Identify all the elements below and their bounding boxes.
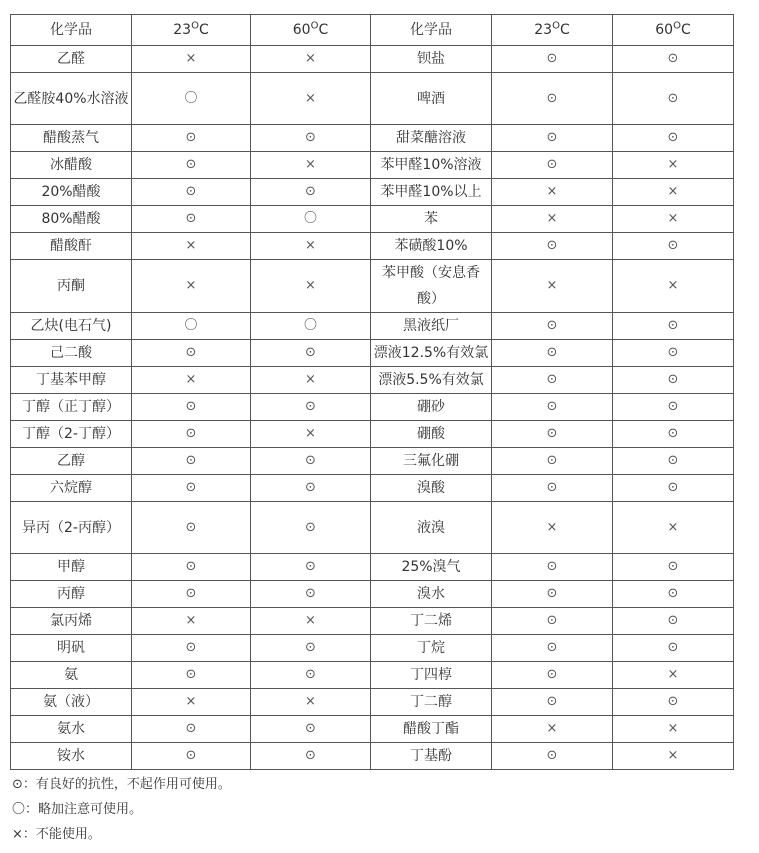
- table-row: [11, 340, 734, 367]
- table-row: [11, 608, 734, 635]
- chemical-name-cell: 乙炔(电石气): [11, 313, 132, 340]
- rating-23c-cell: ×: [132, 233, 251, 260]
- rating-60c-cell: ⊙: [613, 73, 734, 125]
- table-row: [11, 421, 734, 448]
- rating-23c-cell: ×: [492, 206, 613, 233]
- rating-60c-cell: 〇: [251, 313, 371, 340]
- rating-23c-cell: ⊙: [132, 581, 251, 608]
- chemical-name-cell: 丁二烯: [371, 608, 492, 635]
- rating-60c-cell: ×: [251, 152, 371, 179]
- chemical-name-cell: 苯: [371, 206, 492, 233]
- chemical-name-cell: 漂液5.5%有效氯: [371, 367, 492, 394]
- table-row: [11, 394, 734, 421]
- rating-60c-cell: ⊙: [613, 421, 734, 448]
- table-row: [11, 152, 734, 179]
- rating-23c-cell: ×: [132, 260, 251, 313]
- rating-60c-cell: ⊙: [613, 367, 734, 394]
- chemical-name-cell: 硼酸: [371, 421, 492, 448]
- rating-23c-cell: ⊙: [132, 206, 251, 233]
- rating-60c-cell: ×: [251, 73, 371, 125]
- rating-23c-cell: ×: [132, 689, 251, 716]
- rating-60c-cell: ⊙: [251, 340, 371, 367]
- rating-23c-cell: ⊙: [132, 502, 251, 554]
- rating-60c-cell: ⊙: [613, 581, 734, 608]
- chemical-name-cell: 啤酒: [371, 73, 492, 125]
- rating-23c-cell: ⊙: [132, 716, 251, 743]
- rating-60c-cell: ×: [613, 662, 734, 689]
- table-row: [11, 179, 734, 206]
- table-row: [11, 448, 734, 475]
- chemical-name-cell: 异丙（2-丙醇）: [11, 502, 132, 554]
- table-row: [11, 662, 734, 689]
- rating-60c-cell: ⊙: [251, 635, 371, 662]
- rating-60c-cell: ⊙: [251, 475, 371, 502]
- rating-60c-cell: ×: [613, 743, 734, 770]
- rating-60c-cell: ⊙: [613, 608, 734, 635]
- chemical-name-cell: 氨: [11, 662, 132, 689]
- rating-23c-cell: ⊙: [132, 179, 251, 206]
- rating-23c-cell: ⊙: [492, 689, 613, 716]
- rating-23c-cell: ⊙: [132, 475, 251, 502]
- rating-23c-cell: 〇: [132, 73, 251, 125]
- chemical-name-cell: 苯甲醛10%以上: [371, 179, 492, 206]
- chemical-name-cell: 己二酸: [11, 340, 132, 367]
- rating-60c-cell: ×: [613, 260, 734, 313]
- rating-23c-cell: ⊙: [492, 662, 613, 689]
- table-row: [11, 233, 734, 260]
- rating-23c-cell: ⊙: [132, 152, 251, 179]
- table-row: [11, 743, 734, 770]
- header-60c-right: $60^OC$: [613, 15, 734, 46]
- chemical-name-cell: 溴酸: [371, 475, 492, 502]
- rating-23c-cell: ⊙: [492, 233, 613, 260]
- rating-23c-cell: ⊙: [492, 448, 613, 475]
- header-60c-left: $60^OC$: [251, 15, 371, 46]
- chemical-name-cell: 丁醇（2-丁醇）: [11, 421, 132, 448]
- rating-60c-cell: ⊙: [613, 125, 734, 152]
- rating-23c-cell: ⊙: [132, 340, 251, 367]
- rating-60c-cell: ⊙: [613, 46, 734, 73]
- rating-60c-cell: ⊙: [613, 635, 734, 662]
- rating-60c-cell: ×: [613, 179, 734, 206]
- chemical-name-cell: 丁基酚: [371, 743, 492, 770]
- rating-23c-cell: ⊙: [492, 125, 613, 152]
- rating-60c-cell: ⊙: [613, 475, 734, 502]
- chemical-name-cell: 乙醛胺40%水溶液: [11, 73, 132, 125]
- rating-60c-cell: ×: [251, 608, 371, 635]
- chemical-name-cell: 溴水: [371, 581, 492, 608]
- rating-23c-cell: ×: [132, 367, 251, 394]
- rating-60c-cell: 〇: [251, 206, 371, 233]
- rating-60c-cell: ×: [613, 716, 734, 743]
- rating-23c-cell: ×: [492, 260, 613, 313]
- rating-60c-cell: ⊙: [251, 502, 371, 554]
- rating-23c-cell: ⊙: [492, 635, 613, 662]
- legend-good: ⊙：有良好的抗性，不起作用可使用。: [12, 777, 231, 792]
- header-23c-right: $23^OC$: [492, 15, 613, 46]
- table-row: [11, 475, 734, 502]
- chemical-name-cell: 20%醋酸: [11, 179, 132, 206]
- chemical-name-cell: 乙醇: [11, 448, 132, 475]
- rating-60c-cell: ×: [613, 152, 734, 179]
- chemical-name-cell: 丁四椁: [371, 662, 492, 689]
- chemical-name-cell: 氯丙烯: [11, 608, 132, 635]
- table-row: [11, 73, 734, 125]
- chemical-name-cell: 液溴: [371, 502, 492, 554]
- rating-60c-cell: ⊙: [613, 313, 734, 340]
- header-23c-left: $23^OC$: [132, 15, 251, 46]
- rating-60c-cell: ×: [251, 260, 371, 313]
- chemical-name-cell: 三氟化硼: [371, 448, 492, 475]
- rating-23c-cell: ×: [492, 179, 613, 206]
- rating-23c-cell: ⊙: [492, 394, 613, 421]
- chemical-name-cell: 丁二醇: [371, 689, 492, 716]
- chemical-name-cell: 醋酸丁酯: [371, 716, 492, 743]
- rating-23c-cell: ⊙: [492, 313, 613, 340]
- rating-60c-cell: ⊙: [251, 716, 371, 743]
- rating-23c-cell: ⊙: [132, 421, 251, 448]
- header-row: [11, 15, 734, 46]
- chemical-name-cell: 硼砂: [371, 394, 492, 421]
- rating-60c-cell: ×: [251, 233, 371, 260]
- chemical-name-cell: 冰醋酸: [11, 152, 132, 179]
- rating-23c-cell: ⊙: [132, 394, 251, 421]
- rating-23c-cell: ⊙: [132, 554, 251, 581]
- chemical-name-cell: 甲醇: [11, 554, 132, 581]
- table-row: [11, 260, 734, 313]
- table-row: [11, 367, 734, 394]
- rating-60c-cell: ⊙: [251, 743, 371, 770]
- table-row: [11, 581, 734, 608]
- chemical-name-cell: 苯甲酸（安息香酸）: [371, 260, 492, 313]
- legend-caution: 〇：略加注意可使用。: [12, 802, 143, 817]
- rating-23c-cell: 〇: [132, 313, 251, 340]
- rating-60c-cell: ⊙: [613, 233, 734, 260]
- table-row: [11, 635, 734, 662]
- rating-23c-cell: ⊙: [492, 152, 613, 179]
- table-row: [11, 46, 734, 73]
- rating-23c-cell: ×: [492, 502, 613, 554]
- table-row: [11, 206, 734, 233]
- rating-60c-cell: ⊙: [251, 554, 371, 581]
- rating-23c-cell: ⊙: [132, 662, 251, 689]
- rating-23c-cell: ⊙: [492, 367, 613, 394]
- header-chemical-right: 化学品: [371, 15, 492, 46]
- table-body: [11, 15, 734, 770]
- chemical-name-cell: 苯甲醛10%溶液: [371, 152, 492, 179]
- chemical-name-cell: 漂液12.5%有效氯: [371, 340, 492, 367]
- rating-60c-cell: ⊙: [251, 581, 371, 608]
- rating-23c-cell: ⊙: [132, 635, 251, 662]
- chemical-name-cell: 氨水: [11, 716, 132, 743]
- rating-60c-cell: ⊙: [251, 394, 371, 421]
- chemical-name-cell: 丙酮: [11, 260, 132, 313]
- chemical-name-cell: 丙醇: [11, 581, 132, 608]
- rating-60c-cell: ×: [613, 206, 734, 233]
- table-row: [11, 689, 734, 716]
- chemical-resistance-table: [10, 14, 734, 770]
- rating-23c-cell: ⊙: [492, 46, 613, 73]
- rating-23c-cell: ⊙: [492, 475, 613, 502]
- rating-23c-cell: ×: [132, 46, 251, 73]
- chemical-name-cell: 80%醋酸: [11, 206, 132, 233]
- rating-60c-cell: ⊙: [613, 689, 734, 716]
- rating-23c-cell: ⊙: [492, 743, 613, 770]
- rating-23c-cell: ⊙: [492, 421, 613, 448]
- table-row: [11, 502, 734, 554]
- rating-60c-cell: ⊙: [613, 448, 734, 475]
- chemical-name-cell: 钡盐: [371, 46, 492, 73]
- rating-23c-cell: ⊙: [132, 448, 251, 475]
- table-row: [11, 716, 734, 743]
- rating-60c-cell: ⊙: [251, 179, 371, 206]
- chemical-name-cell: 乙醛: [11, 46, 132, 73]
- chemical-name-cell: 黑液纸厂: [371, 313, 492, 340]
- rating-60c-cell: ×: [251, 367, 371, 394]
- rating-60c-cell: ×: [613, 502, 734, 554]
- rating-60c-cell: ⊙: [613, 394, 734, 421]
- rating-60c-cell: ⊙: [613, 340, 734, 367]
- rating-60c-cell: ×: [251, 689, 371, 716]
- chemical-name-cell: 丁烷: [371, 635, 492, 662]
- rating-23c-cell: ×: [132, 608, 251, 635]
- rating-60c-cell: ×: [251, 421, 371, 448]
- chemical-name-cell: 丁醇（正丁醇）: [11, 394, 132, 421]
- chemical-name-cell: 丁基苯甲醇: [11, 367, 132, 394]
- legend-unusable: ×：不能使用。: [12, 827, 101, 842]
- rating-60c-cell: ×: [251, 46, 371, 73]
- chemical-name-cell: 铵水: [11, 743, 132, 770]
- rating-23c-cell: ×: [492, 716, 613, 743]
- rating-23c-cell: ⊙: [492, 340, 613, 367]
- rating-60c-cell: ⊙: [251, 662, 371, 689]
- rating-23c-cell: ⊙: [132, 743, 251, 770]
- rating-23c-cell: ⊙: [492, 73, 613, 125]
- rating-60c-cell: ⊙: [251, 125, 371, 152]
- rating-23c-cell: ⊙: [492, 554, 613, 581]
- rating-23c-cell: ⊙: [492, 581, 613, 608]
- chemical-name-cell: 醋酸酐: [11, 233, 132, 260]
- chemical-name-cell: 甜菜醣溶液: [371, 125, 492, 152]
- chemical-name-cell: 氨（液）: [11, 689, 132, 716]
- rating-60c-cell: ⊙: [251, 448, 371, 475]
- table-row: [11, 313, 734, 340]
- rating-23c-cell: ⊙: [492, 608, 613, 635]
- table-row: [11, 554, 734, 581]
- rating-60c-cell: ⊙: [613, 554, 734, 581]
- table-row: [11, 125, 734, 152]
- chemical-name-cell: 明矾: [11, 635, 132, 662]
- rating-23c-cell: ⊙: [132, 125, 251, 152]
- chemical-name-cell: 苯磺酸10%: [371, 233, 492, 260]
- chemical-name-cell: 25%溴气: [371, 554, 492, 581]
- chemical-name-cell: 六烷醇: [11, 475, 132, 502]
- header-chemical-left: 化学品: [11, 15, 132, 46]
- chemical-name-cell: 醋酸蒸气: [11, 125, 132, 152]
